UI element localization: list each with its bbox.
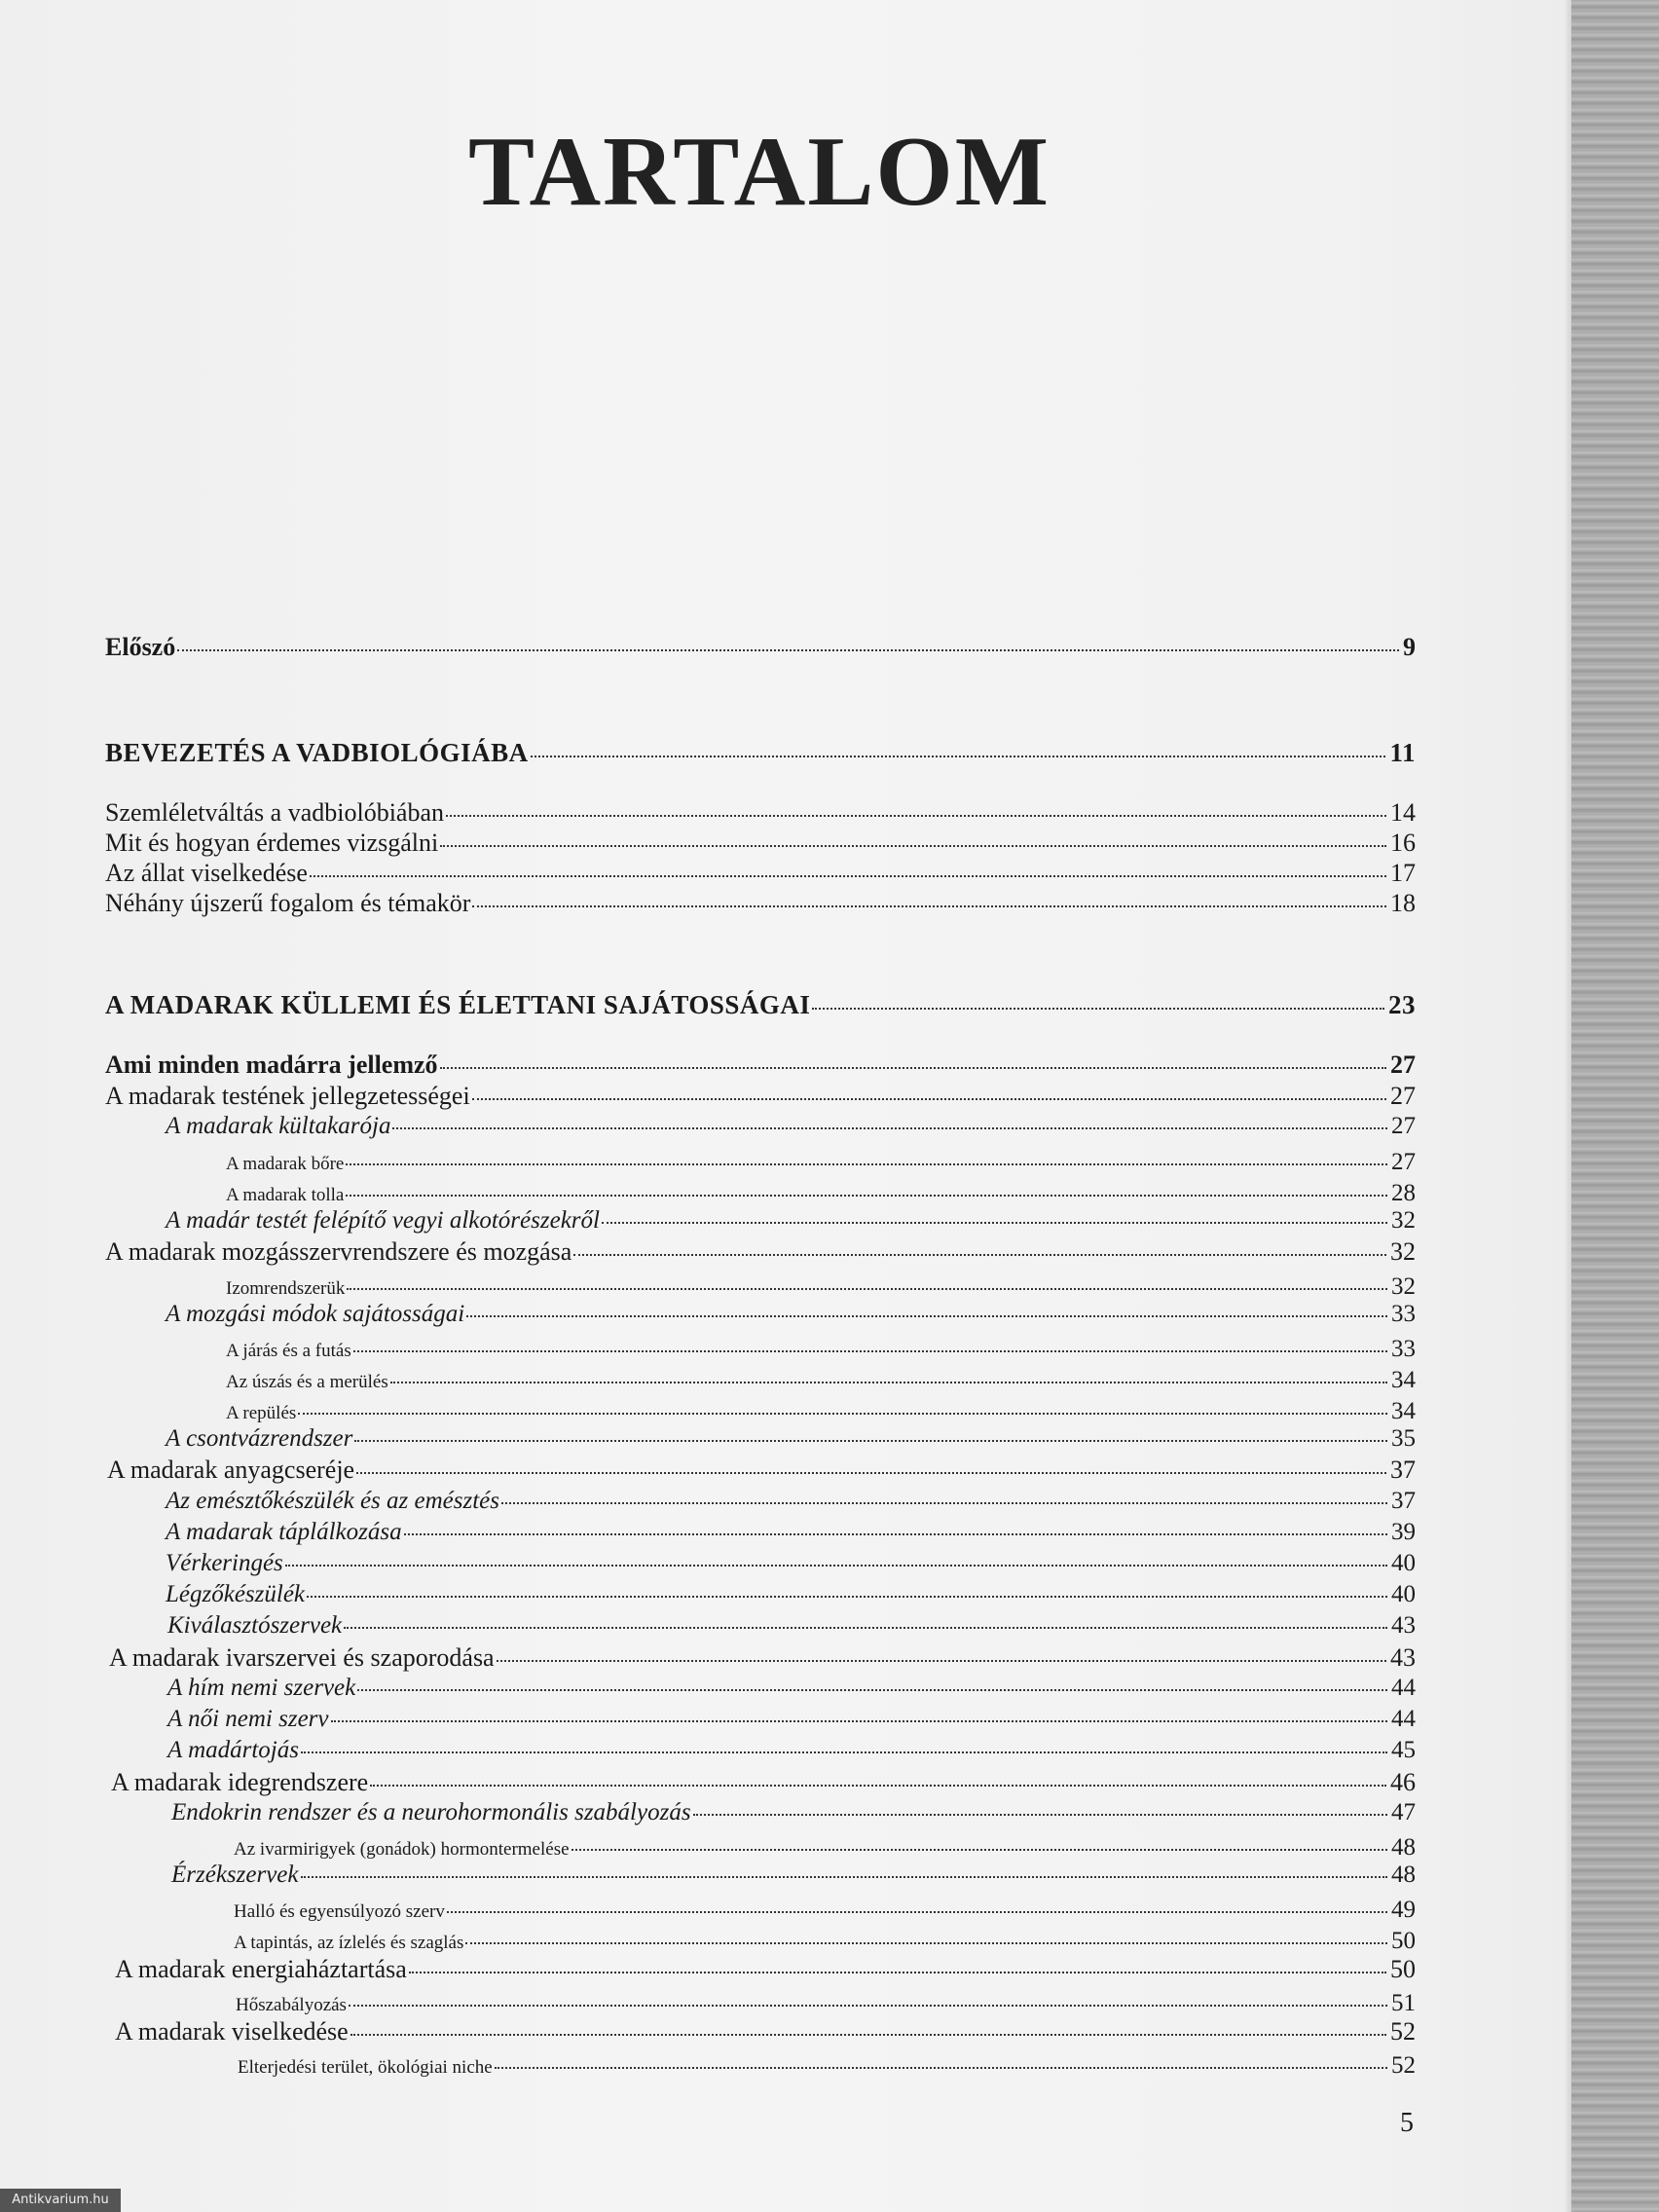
toc-entry-page: 50: [1391, 1928, 1416, 1954]
toc-entry-page: 37: [1390, 1456, 1416, 1484]
toc-entry-label: Elterjedési terület, ökológiai niche: [238, 2057, 493, 2078]
leader-dots: [347, 1288, 1387, 1290]
leader-dots: [501, 1502, 1387, 1504]
leader-dots: [349, 2005, 1387, 2007]
toc-entry-label: Vérkeringés: [166, 1550, 283, 1576]
toc-entry-label: A madarak mozgásszervrendszere és mozgása: [105, 1237, 572, 1266]
leader-dots: [392, 1127, 1387, 1129]
toc-entry-label: A madarak bőre: [226, 1154, 345, 1174]
toc-entry-page: 35: [1391, 1425, 1416, 1452]
toc-entry: [105, 889, 1416, 918]
toc-entry-page: 11: [1389, 738, 1416, 767]
leader-dots: [409, 1972, 1386, 1973]
toc-chapter: [105, 738, 1416, 768]
toc-entry-label: A madarak kültakarója: [166, 1113, 391, 1139]
toc-entry-page: 50: [1390, 1955, 1416, 1983]
toc-entry-page: 14: [1390, 798, 1416, 827]
toc-entry-label: Endokrin rendszer és a neurohormonális szabályozás: [171, 1799, 691, 1825]
toc-entry-page: 52: [1391, 2052, 1416, 2079]
toc-entry: [105, 1082, 1416, 1111]
leader-dots: [447, 1911, 1387, 1913]
toc-entry: [226, 1398, 1416, 1425]
toc-entry: [226, 1367, 1416, 1394]
toc-entry-page: 27: [1391, 1149, 1416, 1175]
toc-entry: [109, 1643, 1416, 1673]
toc-entry: [166, 1207, 1416, 1235]
leader-dots: [353, 1350, 1387, 1352]
toc-entry-label: A tapintás, az ízlelés és szaglás: [234, 1933, 464, 1953]
page-title: TARTALOM: [468, 117, 1051, 227]
toc-entry: [167, 1675, 1416, 1702]
toc-entry-page: 16: [1390, 829, 1416, 857]
leader-dots: [310, 875, 1386, 877]
toc-entry-label: A madártojás: [167, 1737, 299, 1763]
toc-entry-page: 48: [1391, 1862, 1416, 1888]
leader-dots: [346, 1195, 1387, 1197]
leader-dots: [571, 1849, 1387, 1851]
leader-dots: [357, 1689, 1387, 1691]
toc-entry-page: 43: [1391, 1612, 1416, 1639]
toc-entry: [166, 1550, 1416, 1577]
toc-entry-label: Az úszás és a merülés: [226, 1372, 388, 1392]
leader-dots: [331, 1720, 1388, 1722]
leader-dots: [495, 2067, 1387, 2069]
toc-entry-label: Légzőkészülék: [166, 1581, 306, 1607]
toc-entry-page: 27: [1390, 1082, 1416, 1110]
toc-entry-page: 47: [1391, 1799, 1416, 1825]
toc-entry: [105, 829, 1416, 858]
toc-entry: [226, 1180, 1416, 1207]
toc-entry-label: A madarak táplálkozása: [166, 1519, 402, 1545]
leader-dots: [573, 1254, 1386, 1256]
leader-dots: [285, 1565, 1387, 1567]
toc-entry-label: Mit és hogyan érdemes vizsgálni: [105, 829, 439, 857]
toc-entry: [166, 1301, 1416, 1328]
background-stack: [1571, 0, 1659, 2212]
toc-entry-label: A hím nemi szervek: [167, 1675, 356, 1701]
toc-entry: [226, 1336, 1416, 1363]
toc-entry-label: A csontvázrendszer: [166, 1425, 353, 1452]
toc-entry: [166, 1519, 1416, 1546]
leader-dots: [356, 1472, 1386, 1474]
toc-entry-page: 46: [1390, 1768, 1416, 1796]
toc-entry-page: 9: [1403, 633, 1416, 661]
leader-dots: [531, 756, 1386, 757]
leader-dots: [466, 1315, 1387, 1317]
toc-entry-page: 27: [1390, 1051, 1416, 1079]
toc-entry: [238, 2052, 1416, 2080]
toc-entry-page: 48: [1391, 1834, 1416, 1861]
toc-entry-label: Az állat viselkedése: [105, 859, 308, 887]
leader-dots: [354, 1440, 1387, 1442]
leader-dots: [465, 1942, 1387, 1944]
toc-entry: [115, 1955, 1416, 1984]
toc-entry-page: 32: [1391, 1207, 1416, 1234]
leader-dots: [693, 1814, 1387, 1816]
leader-dots: [812, 1008, 1384, 1010]
toc-entry-label: A női nemi szerv: [167, 1706, 329, 1732]
toc-entry: [166, 1425, 1416, 1453]
toc-entry-label: Az ivarmirigyek (gonádok) hormontermelése: [234, 1839, 570, 1860]
toc-entry-page: 33: [1391, 1336, 1416, 1362]
toc-entry-page: 33: [1391, 1301, 1416, 1327]
toc-entry-page: 40: [1391, 1550, 1416, 1576]
toc-entry: [105, 798, 1416, 828]
toc-entry: [167, 1612, 1416, 1640]
toc-entry-label: A madár testét felépítő vegyi alkotórészekről: [166, 1207, 600, 1234]
toc-entry-label: A MADARAK KÜLLEMI ÉS ÉLETTANI SAJÁTOSSÁGAI: [105, 990, 811, 1019]
toc-entry-label: A madarak tolla: [226, 1185, 345, 1205]
leader-dots: [350, 2034, 1386, 2036]
watermark-logo: Antikvarium.hu: [0, 2189, 121, 2212]
toc-entry-page: 44: [1391, 1675, 1416, 1701]
toc-entry-label: A madarak idegrendszere: [111, 1768, 369, 1796]
toc-entry: [226, 1149, 1416, 1176]
toc-entry-label: A madarak testének jellegzetességei: [105, 1082, 470, 1110]
toc-entry-label: A madarak anyagcseréje: [107, 1456, 355, 1484]
toc-entry-page: 32: [1391, 1273, 1416, 1300]
toc-entry: [166, 1488, 1416, 1515]
leader-dots: [446, 815, 1386, 817]
toc-entry-page: 18: [1390, 889, 1416, 917]
leader-dots: [440, 1067, 1386, 1069]
leader-dots: [472, 905, 1386, 907]
leader-dots: [370, 1785, 1386, 1787]
toc-entry-page: 28: [1391, 1180, 1416, 1206]
leader-dots: [390, 1382, 1387, 1383]
toc-entry-page: 32: [1390, 1237, 1416, 1266]
toc-entry-page: 44: [1391, 1706, 1416, 1732]
toc-entry-label: Érzékszervek: [171, 1862, 299, 1888]
leader-dots: [177, 649, 1399, 651]
toc-entry-page: 49: [1391, 1897, 1416, 1923]
toc-entry-label: A repülés: [226, 1403, 297, 1423]
toc-entry: [115, 2017, 1416, 2046]
toc-entry-label: Kiválasztószervek: [167, 1612, 343, 1639]
toc-entry-label: A madarak ivarszervei és szaporodása: [109, 1643, 495, 1672]
toc-entry-label: Ami minden madárra jellemző: [105, 1051, 438, 1079]
toc-entry-page: 17: [1390, 859, 1416, 887]
leader-dots: [404, 1533, 1387, 1535]
toc-entry-label: Az emésztőkészülék és az emésztés: [166, 1488, 499, 1514]
leader-dots: [344, 1627, 1387, 1629]
toc-entry: [105, 1237, 1416, 1267]
toc-entry-label: Hőszabályozás: [236, 1995, 347, 2015]
toc-entry-page: 34: [1391, 1398, 1416, 1424]
leader-dots: [307, 1596, 1387, 1598]
toc-entry-label: Szemléletváltás a vadbiolóbiában: [105, 798, 444, 827]
toc-entry-label: Néhány újszerű fogalom és témakör: [105, 889, 471, 917]
toc-entry: [234, 1897, 1416, 1924]
toc-entry: [166, 1113, 1416, 1140]
toc-entry-page: 27: [1391, 1113, 1416, 1139]
toc-entry-page: 39: [1391, 1519, 1416, 1545]
toc-entry-page: 40: [1391, 1581, 1416, 1607]
toc-entry: [226, 1273, 1416, 1301]
toc-entry: [166, 1581, 1416, 1608]
toc-entry: [171, 1799, 1416, 1826]
toc-entry-label: BEVEZETÉS A VADBIOLÓGIÁBA: [105, 738, 529, 767]
toc-entry-label: A járás és a futás: [226, 1341, 351, 1361]
toc-entry-page: 45: [1391, 1737, 1416, 1763]
toc-entry-label: Halló és egyensúlyozó szerv: [234, 1901, 445, 1922]
toc-entry: [105, 633, 1416, 662]
leader-dots: [497, 1660, 1386, 1662]
toc-entry-label: A madarak energiaháztartása: [115, 1955, 407, 1983]
page-number: 5: [1400, 2108, 1414, 2138]
toc-entry-page: 34: [1391, 1367, 1416, 1393]
toc-entry-label: A mozgási módok sajátosságai: [166, 1301, 465, 1327]
toc-entry-page: 23: [1388, 990, 1416, 1019]
toc-entry: [105, 859, 1416, 888]
toc-entry-label: Előszó: [105, 633, 176, 661]
toc-entry-label: Izomrendszerük: [226, 1278, 346, 1299]
toc-entry: [105, 1051, 1416, 1080]
toc-entry-page: 51: [1391, 1990, 1416, 2016]
toc-chapter: [105, 990, 1416, 1020]
toc-entry-page: 37: [1391, 1488, 1416, 1514]
leader-dots: [301, 1876, 1388, 1878]
toc-entry: [107, 1456, 1416, 1485]
leader-dots: [602, 1222, 1387, 1224]
leader-dots: [298, 1413, 1387, 1415]
leader-dots: [472, 1098, 1386, 1100]
leader-dots: [346, 1163, 1387, 1165]
toc-entry: [167, 1706, 1416, 1733]
toc-entry: [171, 1862, 1416, 1889]
toc-entry-page: 43: [1390, 1643, 1416, 1672]
toc-entry: [111, 1768, 1416, 1797]
leader-dots: [301, 1751, 1387, 1753]
toc-entry: [167, 1737, 1416, 1764]
toc-entry: [234, 1928, 1416, 1955]
toc-entry: [236, 1990, 1416, 2017]
toc-entry: [234, 1834, 1416, 1862]
toc-entry-page: 52: [1390, 2017, 1416, 2046]
toc-entry-label: A madarak viselkedése: [115, 2017, 349, 2046]
leader-dots: [440, 845, 1386, 847]
